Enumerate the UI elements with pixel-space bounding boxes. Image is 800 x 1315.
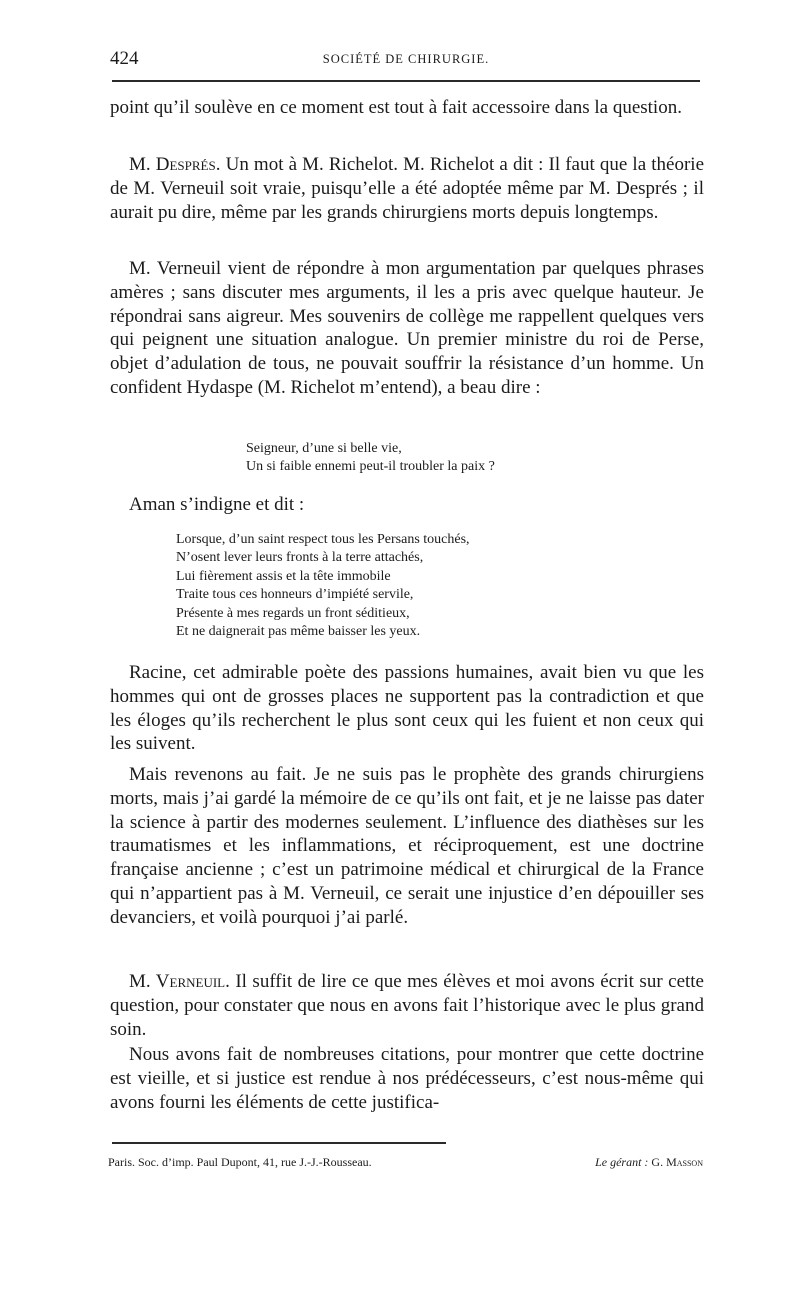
speaker-name: M. Verneuil.	[129, 971, 230, 992]
paragraph-1: point qu’il soulève en ce moment est tout à fait accessoire dans la question.	[110, 97, 682, 118]
paragraph-5: Racine, cet admirable poète des passions humaines, avait bien vu que les hommes qui ont de grosses places ne supportent pas la contradiction et que les éloges qu’ils recherchent le plus sont ceux qui les fuient et non ceux qui les suivent.	[110, 662, 704, 755]
paragraph-6: Mais revenons au fait. Je ne suis pas le prophète des grands chirurgiens morts, mais j’ai gardé la mémoire de ce qu’ils ont fait, et je ne laisse pas dater la science à partir des modernes seulement. L’influence des diathèses sur les traumatismes et les inflammations, et réciproquement, est une doctrine française ancienne ; c’est un patrimoine médical et chirurgical de la France qui n’appartient pas à M. Verneuil, ce serait une injustice d’en dépouiller ses devanciers, et voilà pourquoi j’ai parlé.	[110, 764, 704, 928]
paragraph-text: Un mot à M. Richelot. M. Richelot a dit : Il faut que la théorie de M. Verneuil soit vraie, puisqu’elle a été adoptée même par M. Després ; il aurait pu dire, même par les grands chirurgiens morts depuis longtemps.	[110, 154, 705, 223]
paragraph-verneuil	[110, 970, 704, 1041]
verse-line: Traite tous ces honneurs d’impiété servile,	[176, 587, 414, 603]
paragraph-4: Aman s’indigne et dit :	[129, 494, 305, 515]
verse-block-2	[176, 531, 470, 641]
verse-line: Lui fièrement assis et la tête immobile	[176, 568, 391, 584]
verse-line: Présente à mes regards un front séditieux,	[176, 605, 410, 621]
footer-rule	[112, 1142, 446, 1144]
verse-line: Seigneur, d’une si belle vie,	[246, 441, 402, 456]
verse-line: Et ne daignerait pas même baisser les yeux.	[176, 624, 421, 640]
verse-block-1	[246, 440, 495, 477]
header-rule	[112, 80, 700, 82]
verse-line: N’osent lever leurs fronts à la terre attachés,	[176, 550, 424, 566]
page-number: 424	[110, 48, 139, 69]
gerant-credit	[595, 1155, 703, 1170]
running-title: SOCIÉTÉ DE CHIRURGIE.	[322, 52, 490, 66]
verse-line: Lorsque, d’un saint respect tous les Persans touchés,	[176, 532, 470, 547]
paragraph-despres	[110, 153, 704, 224]
speaker-name: M. Després.	[129, 154, 221, 175]
paragraph-8: Nous avons fait de nombreuses citations, pour montrer que cette doctrine est vieille, et si justice est rendue à nos prédécesseurs, c’est nous-même qui avons fourni les éléments de cette justifica-	[110, 1044, 704, 1113]
paragraph-3: M. Verneuil vient de répondre à mon argumentation par quelques phrases amères ; sans discuter mes arguments, il les a pris avec quelque hauteur. Je répondrai sans aigreur. Mes souvenirs de collège me rappellent quelques vers qui peignent une situation analogue. Un premier ministre du roi de Perse, objet d’adulation de tous, ne pouvait souffrir la résistance d’un homme. Un confident Hydaspe (M. Richelot m’entend), a beau dire :	[110, 258, 704, 398]
gerant-label: Le gérant :	[595, 1155, 649, 1169]
verse-line: Un si faible ennemi peut-il troubler la paix ?	[246, 459, 495, 475]
printer-imprint: Paris. Soc. d’imp. Paul Dupont, 41, rue J.-J.-Rousseau.	[108, 1155, 372, 1169]
page-header	[110, 48, 702, 72]
gerant-name: G. Masson	[648, 1155, 703, 1169]
paragraph-text: Il suffit de lire ce que mes élèves et moi avons écrit sur cette question, pour constater que nous en avons fait l’historique avec le plus grand soin.	[110, 971, 704, 1040]
